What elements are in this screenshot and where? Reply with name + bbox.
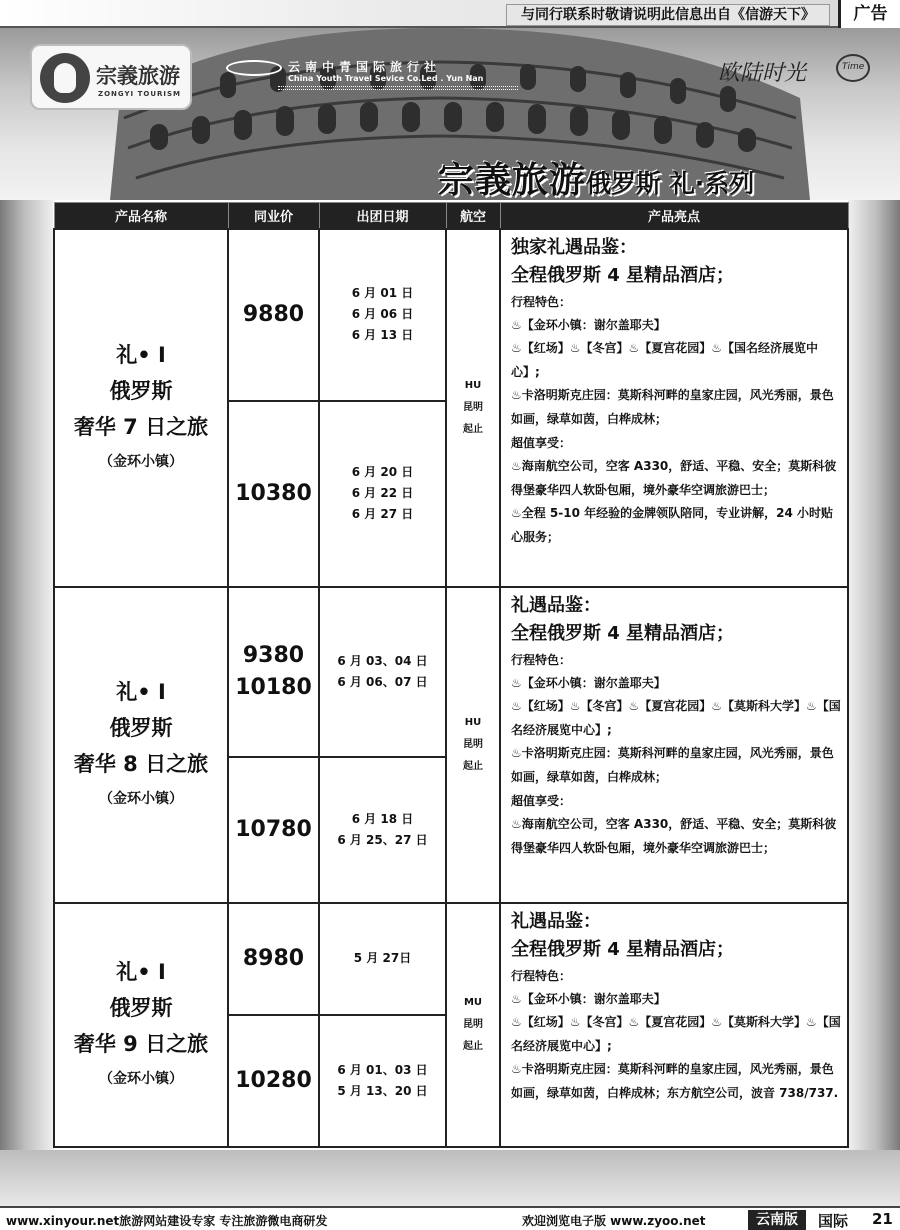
date-cell <box>319 587 446 757</box>
airline-route: 起止 <box>463 1040 483 1052</box>
date-value: 6 月 18 日 <box>351 811 414 826</box>
product-name-cell <box>54 229 228 587</box>
airline-cell <box>446 587 500 903</box>
cyts-icon <box>226 60 282 76</box>
footprint-icon <box>40 53 90 103</box>
agency-fine-print <box>278 86 518 90</box>
date-value: 6 月 01 日 <box>351 286 414 300</box>
date-cell <box>319 903 446 1015</box>
series-title-sub: 俄罗斯 礼·系列 <box>586 169 755 198</box>
header-highlights: 产品亮点 <box>500 203 848 229</box>
highlight-item: ♨【金环小镇：谢尔盖耶夫】 <box>511 991 666 1006</box>
edition-badge: 云南版 <box>748 1210 806 1230</box>
header-airline: 航空 <box>446 203 500 229</box>
price-cell <box>228 229 319 401</box>
table-header-row <box>54 203 848 229</box>
table-row <box>54 903 848 1015</box>
highlight-item: ♨卡洛明斯克庄园：莫斯科河畔的皇家庄园，风光秀丽，景色如画，绿草如茵，白桦成林； <box>511 388 834 426</box>
product-name-line: 俄罗斯 <box>109 378 173 403</box>
airline-code: HU <box>464 379 482 391</box>
highlights-cell <box>500 587 848 903</box>
table-row <box>54 587 848 757</box>
product-name-line: 礼• I <box>116 679 166 704</box>
highlight-label: 超值享受： <box>511 436 572 450</box>
highlight-heading: 礼遇品鉴： <box>511 910 601 932</box>
highlight-label: 行程特色： <box>511 968 572 983</box>
source-notice: 与同行联系时敬请说明此信息出自《信游天下》 <box>506 4 830 26</box>
product-name-line: 礼• I <box>116 342 166 367</box>
price-cell <box>228 903 319 1015</box>
footer-site-promo: www.xinyour.net旅游网站建设专家 专注旅游微电商研发 <box>6 1214 328 1228</box>
hero-banner <box>0 28 900 200</box>
airline-code: HU <box>464 716 482 728</box>
page-footer <box>0 1206 900 1230</box>
highlight-item: ♨卡洛明斯克庄园：莫斯科河畔的皇家庄园，风光秀丽，景色如画，绿草如茵，白桦成林； <box>511 746 834 784</box>
price-value: 9380 <box>242 642 305 668</box>
date-value: 6 月 03、04 日 <box>337 653 428 668</box>
price-value: 9880 <box>242 301 305 327</box>
highlight-heading: 独家礼遇品鉴： <box>511 236 637 258</box>
date-value: 6 月 22 日 <box>351 486 414 500</box>
date-value: 5 月 27日 <box>353 951 412 965</box>
highlight-item: ♨海南航空公司，空客 A330，舒适、平稳、安全；莫斯科彼得堡豪华四人软卧包厢，境外豪华空调旅游巴士； <box>511 817 837 855</box>
side-shade-left <box>0 200 54 1160</box>
price-cell <box>228 757 319 903</box>
airline-city: 昆明 <box>463 401 483 413</box>
highlight-item: ♨【金环小镇：谢尔盖耶夫】 <box>511 675 666 690</box>
date-value: 6 月 27 日 <box>351 507 414 521</box>
product-name-line: 礼• I <box>116 959 166 984</box>
brand-script: 欧陆时光 <box>718 61 807 86</box>
side-shade-right <box>848 200 900 1160</box>
highlight-item: ♨【红场】♨【冬宫】♨【夏宫花园】♨【莫斯科大学】♨【国名经济展览中心】; <box>511 699 841 737</box>
product-name-line: 俄罗斯 <box>109 995 173 1020</box>
highlight-item: ♨【红场】♨【冬宫】♨【夏宫花园】♨【莫斯科大学】♨【国名经济展览中心】; <box>511 1015 841 1053</box>
series-title-main: 宗義旅游 <box>438 160 587 200</box>
highlight-label: 超值享受： <box>511 794 572 808</box>
highlight-heading: 全程俄罗斯 4 星精品酒店； <box>511 622 735 644</box>
price-value: 8980 <box>242 945 305 971</box>
series-title <box>438 152 754 200</box>
ad-tag: 广告 <box>838 0 900 28</box>
agency-name-en: China Youth Travel Sevice Co.Led . Yun Nan <box>288 74 484 83</box>
highlight-heading: 全程俄罗斯 4 星精品酒店； <box>511 938 735 960</box>
highlight-item: ♨海南航空公司，空客 A330，舒适、平稳、安全；莫斯科彼得堡豪华四人软卧包厢，境外豪华空调旅游巴士； <box>511 459 837 497</box>
section-label: 国际 <box>818 1212 849 1230</box>
price-value: 10380 <box>235 480 312 506</box>
header-product-name: 产品名称 <box>54 203 228 229</box>
airline-route: 起止 <box>463 423 483 435</box>
date-value: 6 月 06、07 日 <box>337 674 428 689</box>
price-value: 10180 <box>235 674 312 700</box>
product-name-line: 奢华 9 日之旅 <box>73 1031 209 1056</box>
airline-cell <box>446 903 500 1147</box>
date-cell <box>319 229 446 401</box>
product-name-line: 奢华 7 日之旅 <box>73 414 209 439</box>
date-value: 6 月 06 日 <box>351 307 414 321</box>
highlight-item: ♨【金环小镇：谢尔盖耶夫】 <box>511 317 666 332</box>
airline-city: 昆明 <box>463 1018 483 1030</box>
product-name-note: （金环小镇） <box>99 453 183 470</box>
date-value: 6 月 25、27 日 <box>337 832 428 847</box>
price-cell <box>228 1015 319 1147</box>
airline-route: 起止 <box>463 760 483 772</box>
date-value: 5 月 13、20 日 <box>337 1083 428 1098</box>
airline-cell <box>446 229 500 587</box>
product-table <box>53 202 849 1148</box>
product-name-note: （金环小镇） <box>99 790 183 807</box>
header-departure-dates: 出团日期 <box>319 203 446 229</box>
price-value: 10280 <box>235 1067 312 1093</box>
highlight-heading: 全程俄罗斯 4 星精品酒店； <box>511 264 735 286</box>
date-value: 6 月 20 日 <box>351 465 414 479</box>
highlight-item: ♨全程 5-10 年经验的金牌领队陪同，专业讲解，24 小时贴心服务； <box>511 506 834 544</box>
date-cell <box>319 1015 446 1147</box>
page-number: 21 <box>872 1210 893 1228</box>
product-name-note: （金环小镇） <box>99 1070 183 1087</box>
table-row <box>54 229 848 401</box>
logo-name-cn: 宗義旅游 <box>96 64 180 88</box>
header-trade-price: 同业价 <box>228 203 319 229</box>
date-cell <box>319 401 446 587</box>
date-cell <box>319 757 446 903</box>
logo-name-en: ZONGYI TOURISM <box>98 90 181 98</box>
zongyi-logo <box>30 44 192 110</box>
agency-name-cn: 云南中青国际旅行社 <box>288 60 442 74</box>
footer-ebook-link[interactable]: 欢迎浏览电子版 www.zyoo.net <box>522 1214 706 1228</box>
date-value: 6 月 13 日 <box>351 328 414 342</box>
date-value: 6 月 01、03 日 <box>337 1062 428 1077</box>
price-value: 10780 <box>235 816 312 842</box>
product-name-line: 奢华 8 日之旅 <box>73 751 209 776</box>
highlight-label: 行程特色： <box>511 294 572 309</box>
price-cell <box>228 401 319 587</box>
product-name-cell <box>54 587 228 903</box>
airline-code: MU <box>463 996 483 1008</box>
highlight-item: ♨【红场】♨【冬宫】♨【夏宫花园】♨【国名经济展览中心】; <box>511 341 819 379</box>
highlights-cell <box>500 903 848 1147</box>
highlight-label: 行程特色： <box>511 652 572 667</box>
bottom-shade <box>0 1150 900 1206</box>
airline-city: 昆明 <box>463 738 483 750</box>
product-name-cell <box>54 903 228 1147</box>
brand-time: Time <box>842 62 865 72</box>
highlight-item: ♨卡洛明斯克庄园：莫斯科河畔的皇家庄园，风光秀丽，景色如画，绿草如茵，白桦成林；东方航空公司，波音 738/737. <box>511 1062 839 1100</box>
top-notice-strip <box>0 0 900 28</box>
highlight-heading: 礼遇品鉴： <box>511 594 601 616</box>
price-cell <box>228 587 319 757</box>
product-name-line: 俄罗斯 <box>109 715 173 740</box>
highlights-cell <box>500 229 848 587</box>
